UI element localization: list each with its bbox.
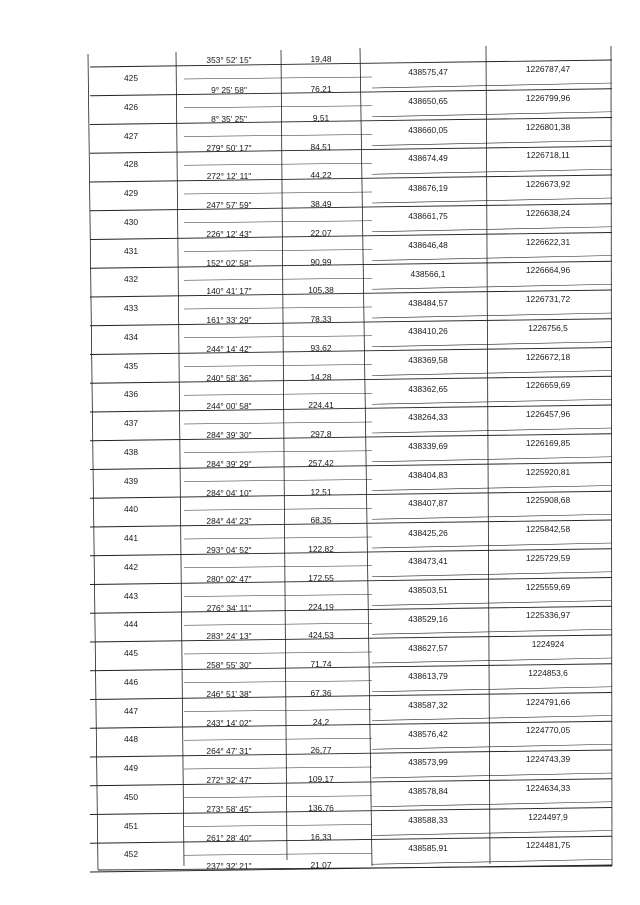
grid-line	[372, 514, 612, 519]
y-coordinate-cell: 1226659,69	[525, 380, 571, 391]
angle-cell: 284° 44' 23"	[206, 516, 252, 527]
x-coordinate-cell: 438362,65	[408, 383, 448, 394]
grid-line	[184, 77, 372, 79]
point-number-cell: 440	[124, 504, 138, 515]
grid-line	[372, 457, 612, 462]
grid-line	[372, 802, 612, 807]
y-coordinate-cell: 1226664,96	[525, 265, 571, 276]
point-number-cell: 446	[124, 676, 138, 687]
distance-cell: 9,51	[312, 112, 330, 123]
x-coordinate-cell: 438661,75	[408, 211, 448, 222]
point-number-cell: 445	[124, 648, 138, 658]
distance-cell: 16,33	[310, 831, 332, 842]
point-number-cell: 430	[124, 216, 138, 227]
grid-line	[184, 738, 372, 740]
distance-cell: 22,07	[310, 227, 332, 238]
distance-cell: 136,76	[308, 802, 334, 813]
grid-line	[372, 284, 612, 289]
y-coordinate-cell: 1226457,96	[525, 409, 571, 419]
grid-line	[184, 422, 372, 424]
distance-cell: 224,41	[308, 400, 334, 411]
y-coordinate-cell: 1226731,72	[525, 294, 571, 304]
x-coordinate-cell: 438676,19	[408, 182, 448, 193]
angle-cell: 240° 58' 36"	[206, 372, 252, 383]
x-coordinate-cell: 438484,57	[408, 297, 448, 308]
point-number-cell: 441	[124, 533, 138, 543]
point-number-cell: 449	[124, 763, 138, 773]
distance-cell: 257,42	[308, 457, 334, 468]
x-coordinate-cell: 438425,26	[408, 527, 448, 538]
grid-line	[184, 480, 372, 482]
grid-line	[372, 198, 612, 203]
y-coordinate-cell: 1224770,05	[525, 725, 571, 736]
x-coordinate-cell: 438587,32	[408, 700, 448, 710]
x-coordinate-cell: 438585,91	[408, 843, 448, 854]
y-coordinate-cell: 1226673,92	[525, 179, 571, 189]
x-coordinate-cell: 438588,33	[408, 815, 448, 825]
x-coordinate-cell: 438264,33	[408, 412, 448, 422]
grid-line	[184, 652, 372, 654]
angle-cell: 258° 55' 30"	[206, 660, 252, 670]
grid-line	[486, 46, 490, 864]
grid-line	[184, 250, 372, 252]
grid-line	[184, 710, 372, 712]
x-coordinate-cell: 438503,51	[408, 584, 448, 595]
angle-cell: 261° 28' 40"	[206, 832, 252, 843]
grid-line	[372, 687, 612, 692]
x-coordinate-cell: 438410,26	[408, 325, 448, 336]
x-coordinate-cell: 438407,87	[408, 498, 448, 509]
point-number-cell: 447	[124, 705, 138, 716]
grid-line	[372, 486, 612, 491]
angle-cell: 243° 14' 02"	[206, 717, 252, 728]
distance-cell: 84,51	[310, 141, 332, 152]
distance-cell: 172,55	[308, 572, 334, 583]
grid-line	[372, 141, 612, 146]
point-number-cell: 432	[124, 274, 138, 285]
angle-cell: 284° 04' 10"	[206, 487, 252, 498]
x-coordinate-cell: 438473,41	[408, 556, 448, 567]
point-number-cell: 448	[124, 734, 138, 745]
distance-cell: 424,53	[308, 630, 334, 641]
point-number-cell: 431	[124, 245, 138, 256]
distance-cell: 105,38	[308, 285, 334, 296]
x-coordinate-cell: 438404,83	[408, 470, 448, 480]
grid-line	[184, 365, 372, 367]
grid-line	[372, 313, 612, 318]
x-coordinate-cell: 438578,84	[408, 786, 448, 797]
grid-line	[372, 601, 612, 606]
grid-line	[184, 623, 372, 625]
grid-line	[184, 106, 372, 108]
point-number-cell: 452	[124, 849, 138, 860]
y-coordinate-cell: 1224743,39	[525, 754, 571, 764]
angle-cell: 244° 14' 42"	[206, 343, 252, 354]
grid-line	[372, 112, 612, 117]
distance-cell: 93,62	[310, 342, 332, 353]
x-coordinate-cell: 438674,49	[408, 153, 448, 164]
distance-cell: 24,2	[312, 716, 330, 727]
angle-cell: 284° 39' 29"	[206, 458, 252, 469]
angle-cell: 283° 24' 13"	[206, 631, 252, 642]
point-number-cell: 435	[124, 360, 138, 371]
angle-cell: 246° 51' 38"	[206, 688, 252, 699]
grid-line	[184, 681, 372, 683]
angle-cell: 272° 32' 47"	[206, 775, 252, 785]
point-number-cell: 438	[124, 446, 138, 457]
y-coordinate-cell: 1226799,96	[525, 92, 571, 103]
x-coordinate-cell: 438529,16	[408, 613, 448, 624]
y-coordinate-cell: 1226718,11	[526, 150, 570, 161]
distance-cell: 71,74	[310, 659, 332, 669]
grid-line	[184, 566, 372, 568]
point-number-cell: 433	[124, 303, 138, 313]
y-coordinate-cell: 1224791,66	[525, 696, 571, 707]
grid-line	[184, 767, 372, 769]
distance-cell: 21,07	[310, 860, 332, 871]
grid-line	[184, 135, 372, 137]
angle-cell: 264° 47' 31"	[206, 746, 252, 757]
angle-cell: 273° 58' 45"	[206, 803, 252, 814]
y-coordinate-cell: 1224497,9	[528, 811, 568, 822]
angle-cell: 276° 34' 11"	[206, 602, 252, 613]
x-coordinate-cell: 438627,57	[408, 642, 448, 653]
distance-cell: 12,51	[310, 486, 332, 497]
grid-line	[184, 537, 372, 539]
point-number-cell: 450	[124, 791, 138, 802]
grid-line	[372, 399, 612, 404]
angle-cell: 9° 25' 58"	[211, 85, 247, 95]
point-number-cell: 439	[124, 475, 138, 486]
grid-line	[184, 796, 372, 798]
y-coordinate-cell: 1226756,5	[528, 322, 568, 333]
grid-line	[372, 256, 612, 261]
grid-line	[372, 658, 612, 663]
angle-cell: 247° 57' 59"	[206, 200, 252, 210]
grid-line	[184, 595, 372, 597]
grid-line	[372, 83, 612, 88]
grid-line	[184, 278, 372, 280]
grid-line	[184, 192, 372, 194]
point-number-cell: 436	[124, 389, 138, 400]
angle-cell: 244° 00' 58"	[206, 401, 252, 412]
angle-cell: 226° 12' 43"	[206, 228, 252, 239]
distance-cell: 68,35	[310, 515, 332, 526]
point-number-cell: 443	[124, 590, 138, 601]
grid-line	[184, 221, 372, 223]
distance-cell: 90,99	[310, 256, 332, 267]
x-coordinate-cell: 438576,42	[408, 728, 448, 739]
point-number-cell: 425	[124, 73, 138, 83]
y-coordinate-cell: 1226801,38	[525, 121, 571, 132]
y-coordinate-cell: 1226672,18	[525, 351, 571, 362]
grid-line	[372, 629, 612, 634]
angle-cell: 140° 41' 17"	[206, 286, 252, 297]
grid-line	[372, 831, 612, 836]
y-coordinate-cell: 1224634,33	[525, 782, 571, 793]
distance-cell: 38,49	[310, 199, 332, 209]
distance-cell: 224,19	[308, 601, 334, 612]
distance-cell: 14,28	[310, 371, 332, 382]
y-coordinate-cell: 1226787,47	[525, 64, 571, 74]
y-coordinate-cell: 1225729,59	[525, 552, 571, 563]
angle-cell: 161° 33' 29"	[206, 315, 252, 325]
x-coordinate-cell: 438650,65	[408, 96, 448, 107]
grid-line	[360, 48, 372, 866]
distance-cell: 122,82	[308, 544, 334, 554]
point-number-cell: 442	[124, 561, 138, 572]
y-coordinate-cell: 1225559,69	[525, 581, 571, 592]
y-coordinate-cell: 1225336,97	[525, 610, 571, 621]
distance-cell: 76,21	[310, 84, 332, 94]
angle-cell: 284° 39' 30"	[206, 430, 252, 440]
angle-cell: 280° 02' 47"	[206, 573, 252, 584]
distance-cell: 78,33	[310, 314, 332, 324]
angle-cell: 237° 32' 21"	[206, 861, 252, 872]
grid-line	[184, 393, 372, 395]
grid-line	[372, 773, 612, 778]
angle-cell: 353° 52' 15"	[206, 55, 252, 65]
point-number-cell: 426	[124, 101, 138, 112]
point-number-cell: 444	[124, 619, 138, 630]
x-coordinate-cell: 438646,48	[408, 239, 448, 250]
x-coordinate-cell: 438660,05	[408, 125, 448, 135]
grid-line	[184, 853, 372, 855]
grid-line	[372, 716, 612, 721]
y-coordinate-cell: 1225908,68	[525, 495, 571, 506]
grid-line	[88, 54, 98, 870]
distance-cell: 67,36	[310, 687, 332, 698]
grid-line	[372, 428, 612, 433]
distance-cell: 19,48	[310, 54, 332, 64]
y-coordinate-cell: 1226622,31	[525, 236, 571, 247]
point-number-cell: 429	[124, 188, 138, 198]
point-number-cell: 451	[124, 820, 138, 831]
angle-cell: 8° 35' 25"	[211, 113, 247, 124]
x-coordinate-cell: 438613,79	[408, 670, 448, 681]
distance-cell: 44,22	[310, 170, 332, 181]
x-coordinate-cell: 438566,1	[410, 268, 446, 279]
grid-line	[184, 825, 372, 827]
grid-line	[372, 859, 612, 864]
y-coordinate-cell: 1226638,24	[525, 207, 571, 218]
point-number-cell: 437	[124, 418, 138, 428]
distance-cell: 109,17	[308, 774, 334, 784]
grid-line	[372, 227, 612, 232]
y-coordinate-cell: 1224924	[531, 639, 565, 649]
angle-cell: 279° 50' 17"	[206, 142, 252, 153]
grid-line	[184, 508, 372, 510]
grid-line	[372, 572, 612, 577]
grid-line	[372, 342, 612, 347]
y-coordinate-cell: 1226169,85	[525, 437, 571, 448]
grid-line	[184, 307, 372, 309]
grid-line	[184, 163, 372, 165]
x-coordinate-cell: 438339,69	[408, 441, 448, 452]
y-coordinate-cell: 1224481,75	[525, 840, 571, 851]
x-coordinate-cell: 438573,99	[408, 757, 448, 767]
y-coordinate-cell: 1224853,6	[528, 667, 568, 678]
distance-cell: 26,77	[310, 745, 332, 756]
grid-line	[184, 336, 372, 338]
y-coordinate-cell: 1225842,58	[525, 524, 571, 534]
distance-cell: 297,8	[310, 429, 332, 439]
angle-cell: 272° 12' 11"	[206, 171, 252, 182]
x-coordinate-cell: 438575,47	[408, 67, 448, 77]
grid-line	[372, 371, 612, 376]
x-coordinate-cell: 438369,58	[408, 355, 448, 365]
point-number-cell: 434	[124, 331, 138, 342]
y-coordinate-cell: 1225920,81	[525, 466, 571, 477]
point-number-cell: 427	[124, 130, 138, 141]
point-number-cell: 428	[124, 159, 138, 170]
grid-line	[372, 169, 612, 174]
grid-line	[372, 744, 612, 749]
angle-cell: 152° 02' 58"	[206, 257, 252, 268]
grid-line	[372, 543, 612, 548]
grid-line	[184, 451, 372, 453]
angle-cell: 293° 04' 52"	[206, 545, 252, 555]
